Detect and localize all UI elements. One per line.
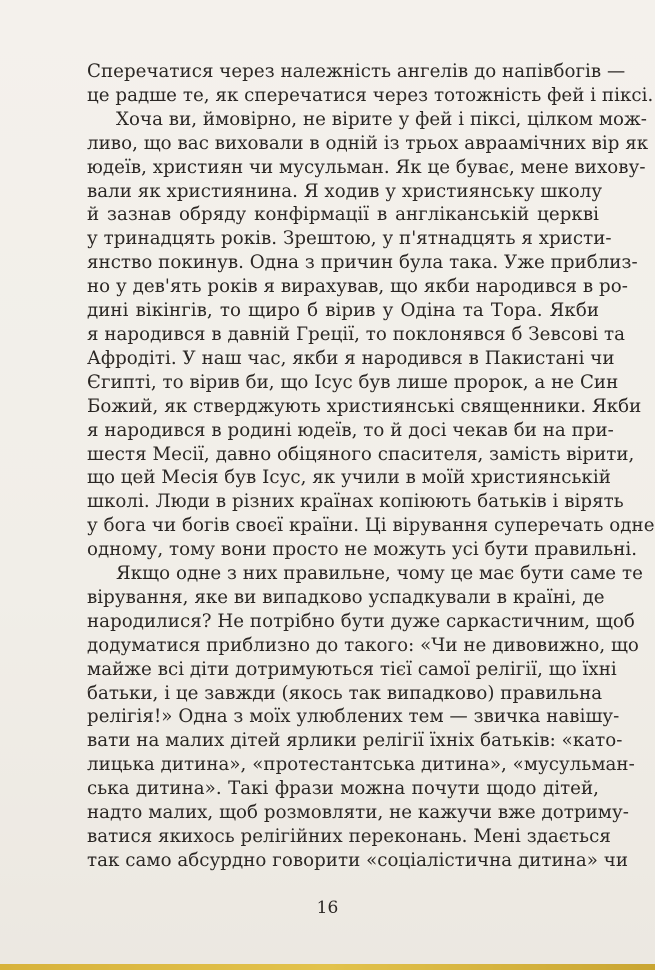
page-number: 16 [316, 898, 339, 918]
body-text [87, 60, 655, 873]
text-line: ливо, що вас виховали в одній із трьох авраамічних вір як [87, 132, 649, 154]
text-line: народилися? Не потрібно бути дуже саркастичним, щоб [87, 610, 635, 632]
text-line: вірування, яке ви випадково успадкували в країні, де [87, 586, 605, 608]
text-line: Єгипті, то вірив би, що Ісус був лише пророк, а не Син [87, 371, 619, 393]
text-line: ська дитина». Такі фрази можна почути щодо дітей, [87, 778, 599, 800]
text-line: що цей Месія був Ісус, як учили в моїй християнській [87, 467, 611, 489]
text-line: Якщо одне з них правильне, чому це має бути саме те [116, 563, 643, 585]
text-line: я народився в давній Греції, то поклонявся б Зевсові та [87, 323, 626, 345]
text-line: школі. Люди в різних країнах копіюють батьків і вірять [87, 491, 624, 513]
text-line: Хоча ви, ймовірно, не вірите у фей і піксі, цілком мож- [116, 108, 648, 130]
text-line: я народився в родині юдеїв, то й досі чекав би на при- [87, 419, 614, 441]
text-line: Афродіті. У наш час, якби я народився в Пакистані чи [87, 347, 615, 369]
text-line: й зазнав обряду конфірмації в англіканській церкві [87, 204, 599, 226]
text-line: шестя Месії, давно обіцяного спасителя, замість вірити, [87, 443, 635, 465]
text-line: одному, тому вони просто не можуть усі бути правильні. [87, 539, 638, 561]
text-line: вати на малих дітей ярлики релігії їхніх батьків: «като- [87, 730, 623, 752]
text-line: но у дев'ять років я вирахував, що якби народився в ро- [87, 276, 628, 298]
text-line: янство покинув. Одна з причин була така. Уже приблиз- [87, 252, 638, 274]
text-line: юдеїв, християн чи мусульман. Як це буває, мене вихову- [87, 156, 646, 178]
text-line: Божий, як стверджують християнські священники. Якби [87, 395, 642, 417]
text-line: надто малих, щоб розмовляти, не кажучи вже дотриму- [87, 802, 629, 824]
text-line: лицька дитина», «протестантська дитина», «мусульман- [87, 754, 635, 776]
text-line: майже всі діти дотримуються тієї самої релігії, що їхні [87, 658, 617, 680]
text-line: релігія!» Одна з моїх улюблених тем — звичка навішу- [87, 706, 620, 728]
text-line: так само абсурдно говорити «соціалістична дитина» чи [87, 849, 628, 871]
text-line: ватися якихось релігійних переконань. Мені здається [87, 826, 611, 847]
text-line: вали як християнина. Я ходив у християнську школу [87, 180, 603, 202]
text-line: Сперечатися через належність ангелів до напівбогів — [87, 61, 626, 82]
text-line: у бога чи богів своєї країни. Ці вірування суперечать одне [87, 515, 655, 537]
text-line: додуматися приблизно до такого: «Чи не дивовижно, що [87, 634, 639, 656]
text-line: у тринадцять років. Зрештою, у п'ятнадцять я христи- [87, 228, 612, 250]
text-line: батьки, і це завжди (якось так випадково) правильна [87, 682, 603, 704]
text-line: дині вікінгів, то щиро б вірив у Одіна та Тора. Якби [87, 300, 599, 322]
text-line: це радше те, як сперечатися через тотожність фей і піксі. [87, 84, 654, 106]
page-bottom-edge [0, 964, 655, 970]
